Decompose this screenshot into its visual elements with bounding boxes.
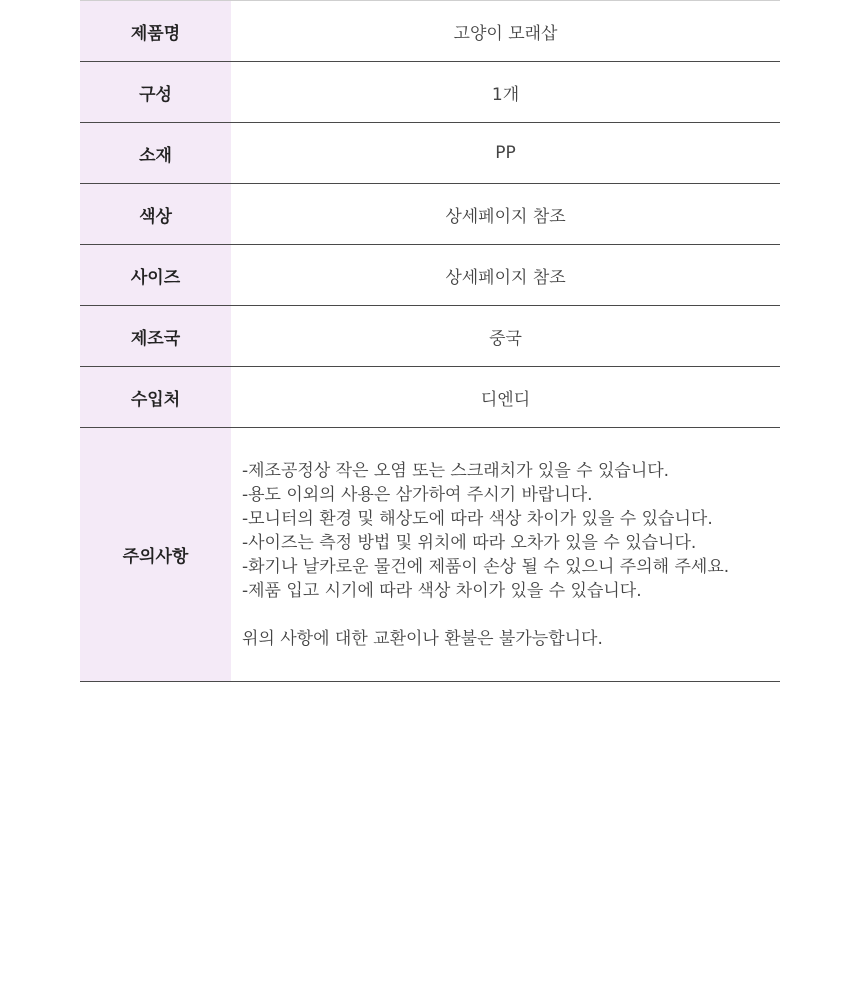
notice-content xyxy=(231,428,780,681)
row-label: 제조국 xyxy=(80,306,231,366)
table-row-material xyxy=(80,123,780,184)
table-row-color xyxy=(80,184,780,245)
row-label: 소재 xyxy=(80,123,231,183)
notice-line: -사이즈는 측정 방법 및 위치에 따라 오차가 있을 수 있습니다. xyxy=(242,532,697,553)
product-info-table xyxy=(80,0,780,682)
row-value: 1개 xyxy=(491,84,520,105)
table-row-size xyxy=(80,245,780,306)
notice-line: -제품 입고 시기에 따라 색상 차이가 있을 수 있습니다. xyxy=(242,580,642,601)
row-value: PP xyxy=(495,143,516,163)
notice-line: -화기나 날카로운 물건에 제품이 손상 될 수 있으니 주의해 주세요. xyxy=(242,556,730,577)
notice-line: -용도 이외의 사용은 삼가하여 주시기 바랍니다. xyxy=(242,484,593,505)
table-row-composition xyxy=(80,62,780,123)
table-row-importer xyxy=(80,367,780,428)
row-label: 사이즈 xyxy=(80,245,231,305)
row-label: 수입처 xyxy=(80,367,231,427)
table-row-notice xyxy=(80,428,780,682)
table-row-origin xyxy=(80,306,780,367)
row-label: 색상 xyxy=(80,184,231,244)
notice-line: -제조공정상 작은 오염 또는 스크래치가 있을 수 있습니다. xyxy=(242,460,670,481)
notice-label: 주의사항 xyxy=(80,428,231,681)
row-label: 제품명 xyxy=(80,1,231,61)
notice-text xyxy=(242,459,729,651)
notice-line: -모니터의 환경 및 해상도에 따라 색상 차이가 있을 수 있습니다. xyxy=(242,508,713,529)
row-value: 고양이 모래삽 xyxy=(453,23,558,44)
notice-footer: 위의 사항에 대한 교환이나 환불은 불가능합니다. xyxy=(242,628,603,649)
table-row-product-name xyxy=(80,1,780,62)
row-label: 구성 xyxy=(80,62,231,122)
row-value: 디엔디 xyxy=(480,389,531,410)
row-value: 중국 xyxy=(489,328,522,349)
row-value: 상세페이지 참조 xyxy=(445,267,566,288)
row-value: 상세페이지 참조 xyxy=(445,206,566,227)
